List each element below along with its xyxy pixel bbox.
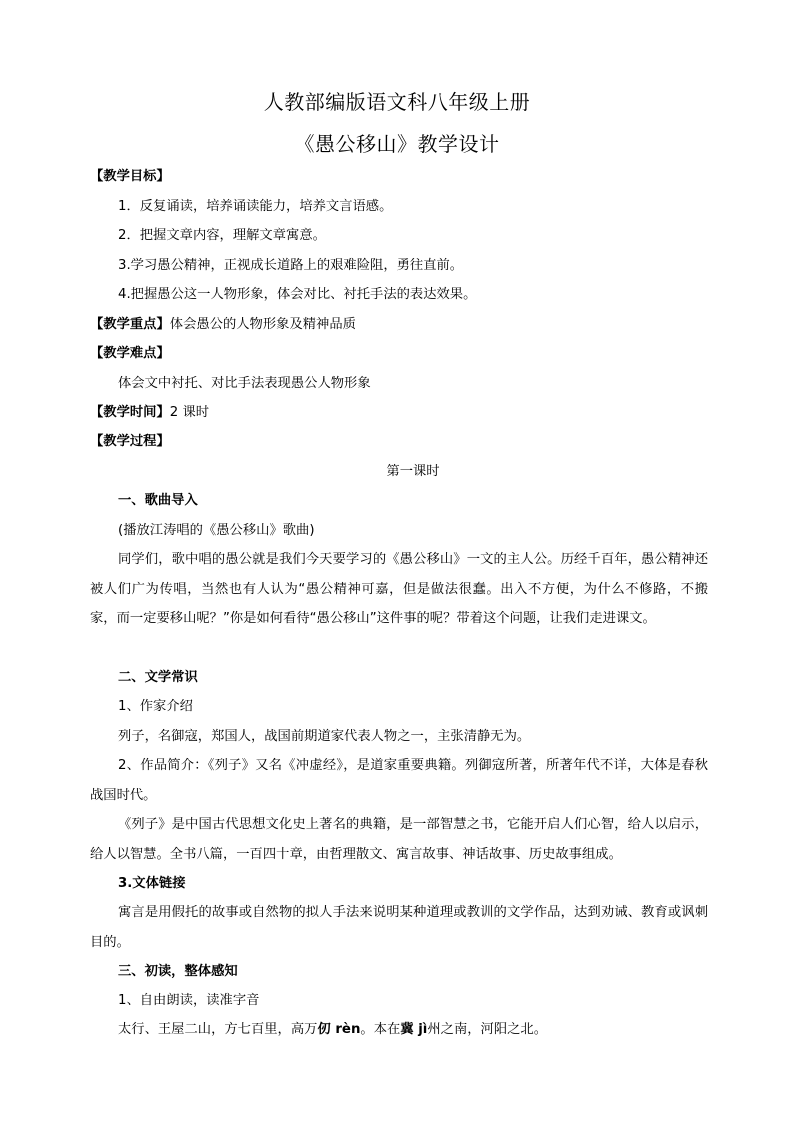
time-text: 2 课时 — [169, 405, 210, 420]
objective-item: 4.把握愚公这一人物形象，体会对比、衬托手法的表达效果。 — [118, 287, 477, 302]
difficulty-heading: 【教学难点】 — [90, 346, 170, 361]
work-intro-paragraph: 2、作品简介：《列子》又名《冲虚经》，是道家重要典籍。列御寇所著，所著年代不详，大体是春秋战国时代。 — [90, 758, 708, 803]
objective-item: 2．把握文章内容，理解文章寓意。 — [118, 228, 326, 243]
key-point-text: 体会愚公的人物形象及精神品质 — [169, 317, 356, 332]
time-label: 【教学时间】 — [90, 405, 170, 420]
section1-note: (播放江涛唱的《愚公移山》歌曲) — [118, 523, 315, 538]
objectives-heading: 【教学目标】 — [90, 169, 170, 184]
key-point-line — [90, 316, 356, 334]
objective-item: 1．反复诵读，培养诵读能力，培养文言语感。 — [118, 199, 393, 214]
process-heading: 【教学过程】 — [90, 434, 170, 449]
section3-heading: 三、初读，整体感知 — [118, 964, 238, 979]
genre-paragraph: 寓言是用假托的故事或自然物的拟人手法来说明某种道理或教训的文学作品，达到劝诫、教育或讽刺目的。 — [90, 905, 708, 950]
document-title-line2: 《愚公移山》教学设计 — [294, 132, 500, 156]
pinyin-ren: 仞 rèn — [317, 1022, 361, 1037]
read-text-a: 太行、王屋二山，方七百里，高万 — [118, 1022, 318, 1037]
read-text-c: 州之南，河阳之北。 — [427, 1022, 548, 1037]
genre-heading: 3.文体链接 — [118, 876, 186, 891]
liezi-paragraph: 《列子》是中国古代思想文化史上著名的典籍，是一部智慧之书，它能开启人们心智，给人以启示，给人以智慧。全书八篇，一百四十章，由哲理散文、寓言故事、神话故事、历史故事组成。 — [90, 817, 708, 862]
pinyin-ji: 冀 jì — [400, 1022, 428, 1037]
time-line — [90, 404, 209, 422]
read-text-line — [118, 1021, 547, 1039]
read-text-b: 。本在 — [360, 1022, 401, 1037]
document-title-line1: 人教部编版语文科八年级上册 — [263, 90, 531, 114]
difficulty-text: 体会文中衬托、对比手法表现愚公人物形象 — [118, 376, 371, 391]
section2-heading: 二、文学常识 — [118, 670, 198, 685]
author-heading: 1、作家介绍 — [118, 699, 193, 714]
section1-heading: 一、歌曲导入 — [118, 493, 198, 508]
lesson-title: 第一课时 — [386, 464, 440, 479]
author-text: 列子，名御寇，郑国人，战国前期道家代表人物之一，主张清静无为。 — [118, 729, 531, 744]
objective-item: 3.学习愚公精神，正视成长道路上的艰难险阻，勇往直前。 — [118, 258, 464, 273]
key-point-label: 【教学重点】 — [90, 317, 170, 332]
section1-paragraph: 同学们，歌中唱的愚公就是我们今天要学习的《愚公移山》一文的主人公。历经千百年，愚公精神还被人们广为传唱，当然也有人认为“愚公精神可嘉，但是做法很蠢。出入不方便，为什么不修路，不搬家，而一定要移山呢？”你是如何看待“愚公移山”这件事的呢？带着这个问题，让我们走进课文。 — [90, 552, 708, 626]
read-heading: 1、自由朗读，读准字音 — [118, 993, 260, 1008]
